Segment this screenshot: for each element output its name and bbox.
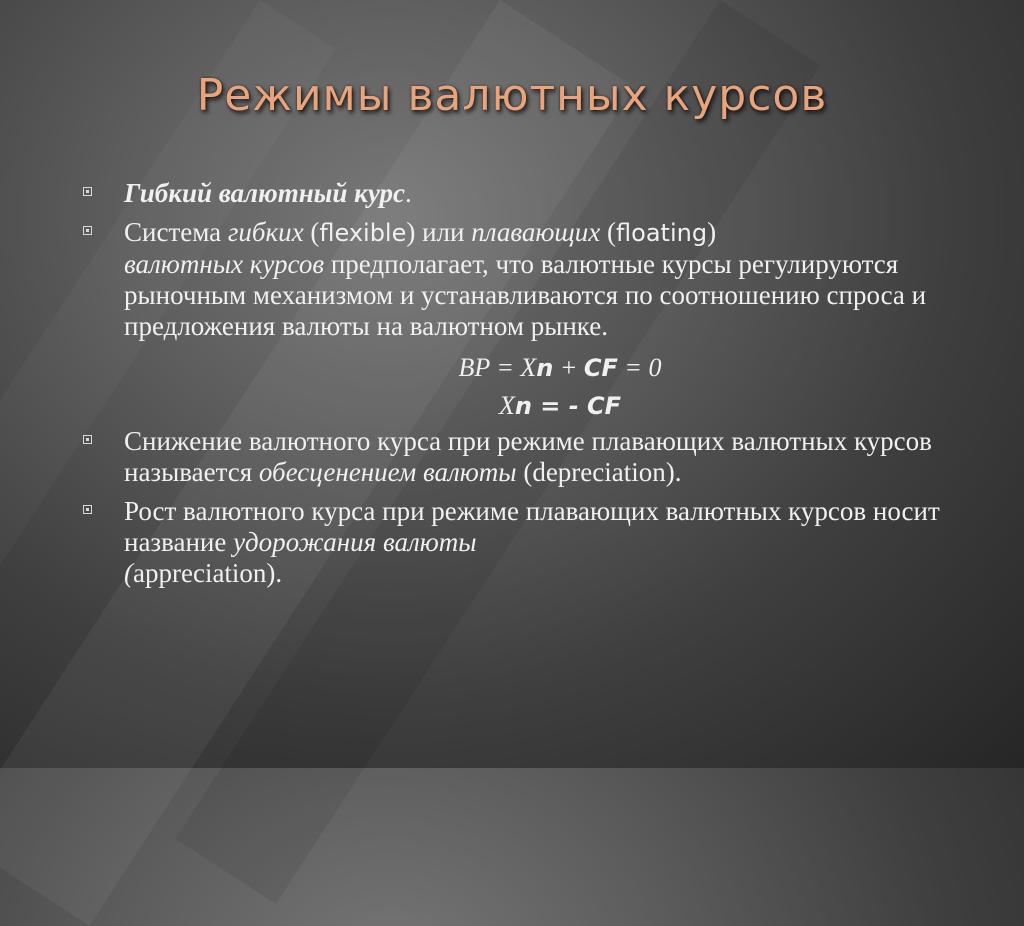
slide-title: Режимы валютных курсов bbox=[196, 70, 828, 121]
bullet-text: ) bbox=[707, 217, 717, 247]
equation-part: BP = X bbox=[458, 353, 537, 382]
bullet-heading: Гибкий валютный курс bbox=[124, 178, 405, 208]
bullet-text: ( bbox=[303, 217, 320, 247]
bullet-text: (depreciation). bbox=[516, 457, 682, 487]
bullet-text: ( bbox=[600, 217, 617, 247]
square-bullet-icon bbox=[83, 226, 92, 235]
equation-part: X bbox=[498, 391, 515, 420]
square-bullet-icon bbox=[83, 435, 92, 444]
bullet-item bbox=[80, 426, 980, 488]
square-bullet-icon bbox=[83, 187, 92, 196]
bullet-emphasis: гибких bbox=[227, 217, 304, 247]
bullet-heading-end: . bbox=[404, 178, 412, 208]
bullet-item bbox=[80, 217, 980, 342]
bullet-text: ) или bbox=[406, 217, 472, 247]
bullet-term: flexible bbox=[319, 219, 407, 247]
equation-part: + bbox=[553, 353, 584, 382]
equation-part: n bbox=[536, 354, 554, 382]
bullet-emphasis: обесценением валюты bbox=[258, 457, 517, 487]
bullet-text: Рост валютного курса при режиме плавающих валютных курсов носит название bbox=[124, 496, 940, 557]
bullet-text: предполагает, что валютные курсы регулируются рыночным механизмом и устанавливаются по соотношению спроса и предложения валюты на валютном рынке. bbox=[124, 249, 927, 341]
equation-part: n = - CF bbox=[514, 392, 622, 420]
bullet-text: appreciation). bbox=[133, 558, 283, 588]
bullet-text: Система bbox=[124, 217, 228, 247]
bullet-text: ( bbox=[124, 558, 133, 588]
slide-content bbox=[80, 178, 980, 597]
bullet-text: Снижение валютного курса при режиме плавающих валютных курсов называется bbox=[124, 426, 932, 487]
bullet-term: floating bbox=[616, 219, 708, 247]
bullet-item bbox=[80, 496, 980, 589]
bullet-item bbox=[80, 178, 980, 209]
bullet-emphasis: плавающих bbox=[471, 217, 601, 247]
equation-part: = 0 bbox=[617, 353, 662, 382]
bullet-emphasis: валютных курсов bbox=[124, 249, 325, 279]
equation-part: CF bbox=[583, 354, 618, 382]
equation-2 bbox=[80, 388, 980, 424]
square-bullet-icon bbox=[83, 505, 92, 514]
equation-1 bbox=[80, 350, 980, 386]
bullet-emphasis: удорожания валюты bbox=[233, 527, 477, 557]
